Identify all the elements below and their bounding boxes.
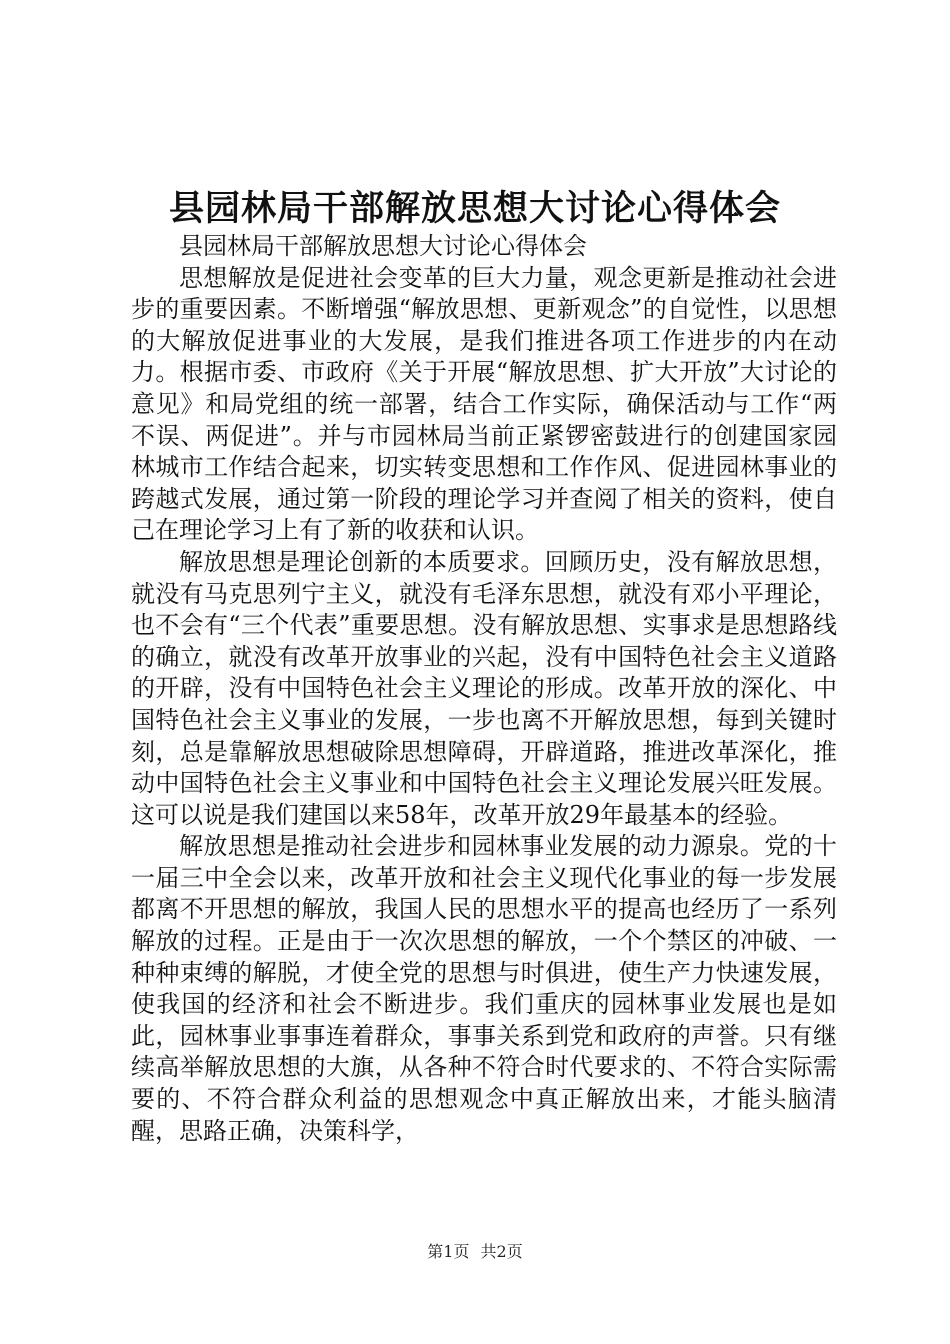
page-total: 共2页 bbox=[480, 1242, 523, 1261]
page-footer bbox=[0, 1241, 950, 1263]
paragraph-3: 解放思想是推动社会进步和园林事业发展的动力源泉。党的十一届三中全会以来，改革开放和社会主义现代化事业的每一步发展都离不开思想的解放，我国人民的思想水平的提高也经历了一系列解放的过程。正是由于一次次思想的解放，一个个禁区的冲破、一种种束缚的解脱，才使全党的思想与时俱进，使生产力快速发展，使我国的经济和社会不断进步。我们重庆的园林事业发展也是如此，园林事业事事连着群众，事事关系到党和政府的声誉。只有继续高举解放思想的大旗，从各种不符合时代要求的、不符合实际需要的、不符合群众利益的思想观念中真正解放出来，才能头脑清醒，思路正确，决策科学， bbox=[131, 832, 837, 1145]
document-body bbox=[131, 231, 837, 1147]
document-title: 县园林局干部解放思想大讨论心得体会 bbox=[168, 188, 781, 229]
page-number: 第1页 bbox=[427, 1242, 470, 1261]
paragraph-1: 思想解放是促进社会变革的巨大力量，观念更新是推动社会进步的重要因素。不断增强“解放思想、更新观念”的自觉性，以思想的大解放促进事业的大发展，是我们推进各项工作进步的内在动力。根据市委、市政府《关于开展“解放思想、扩大开放”大讨论的意见》和局党组的统一部署，结合工作实际，确保活动与工作“两不误、两促进”。并与市园林局当前正紧锣密鼓进行的创建国家园林城市工作结合起来，切实转变思想和工作作风、促进园林事业的跨越式发展，通过第一阶段的理论学习并查阅了相关的资料，使自己在理论学习上有了新的收获和认识。 bbox=[131, 263, 837, 545]
paragraph-subtitle: 县园林局干部解放思想大讨论心得体会 bbox=[179, 232, 587, 260]
paragraph-2: 解放思想是理论创新的本质要求。回顾历史，没有解放思想，就没有马克思列宁主义，就没有毛泽东思想，就没有邓小平理论，也不会有“三个代表”重要思想。没有解放思想、实事求是思想路线的确立，就没有改革开放事业的兴起，没有中国特色社会主义道路的开辟，没有中国特色社会主义理论的形成。改革开放的深化、中国特色社会主义事业的发展，一步也离不开解放思想，每到关键时刻，总是靠解放思想破除思想障碍，开辟道路，推进改革深化，推动中国特色社会主义事业和中国特色社会主义理论发展兴旺发展。这可以说是我们建国以来58年，改革开放29年最基本的经验。 bbox=[131, 547, 837, 829]
